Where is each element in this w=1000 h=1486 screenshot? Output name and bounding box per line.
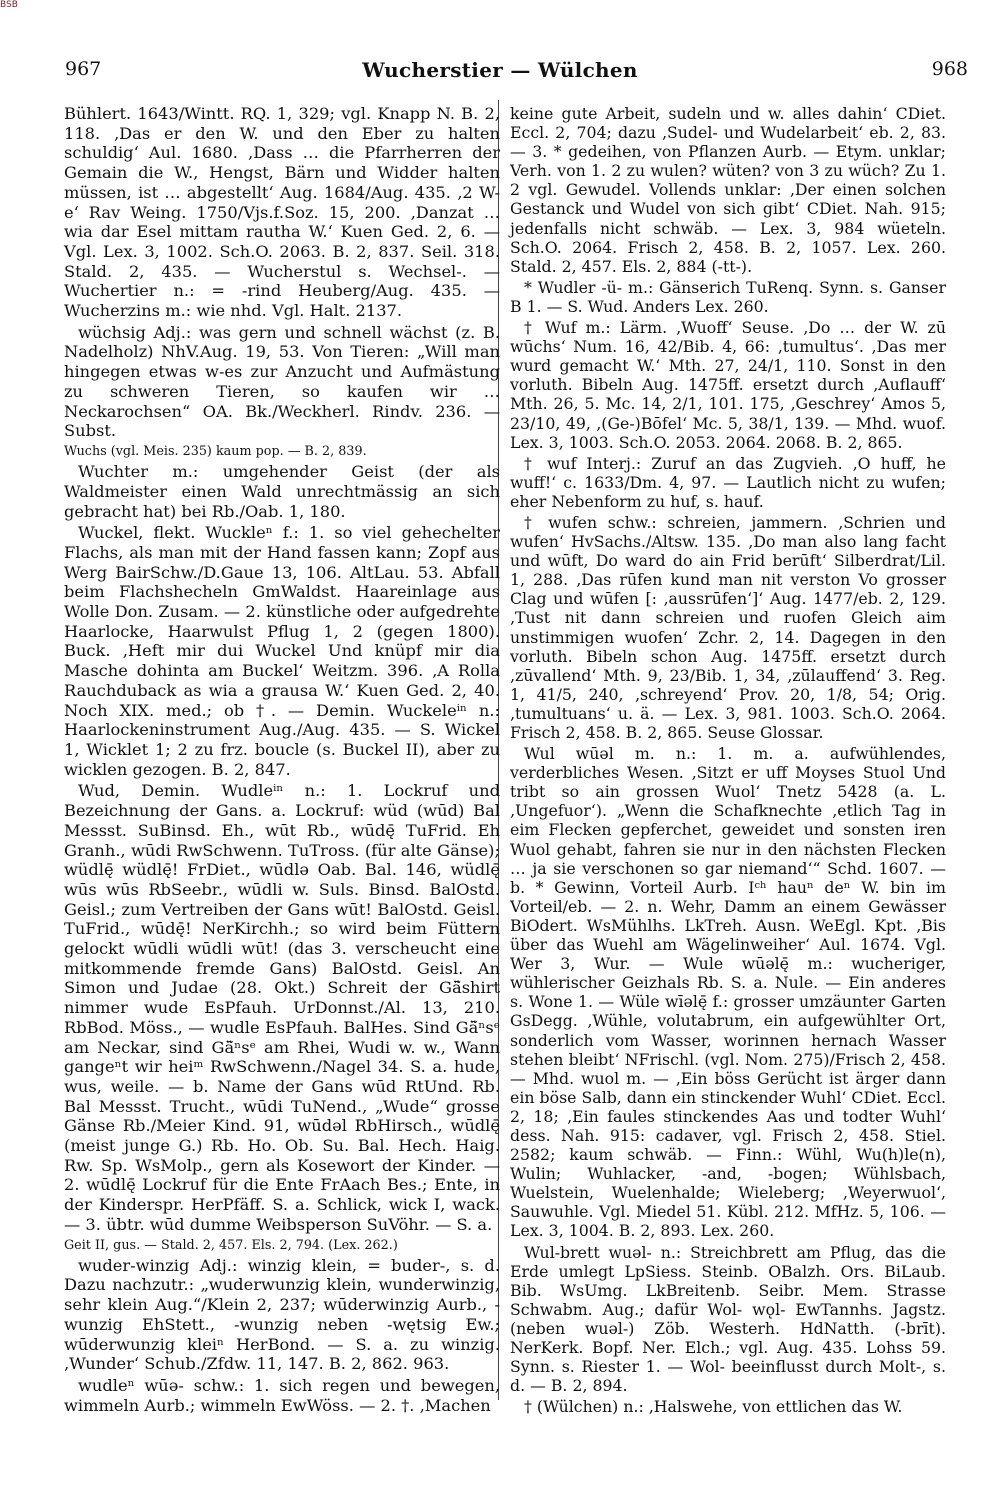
entry-wuder-winzig: wuder-winzig Adj.: winzig klein, = buder-, s. d. Dazu nachzutr.: „wuderwunzig klein, wunderwinzig, sehr klein Aug.“/Klein 2, 237; wūderwinzig Aurb., -wunzig EhStett., -wunzig neben -wętsig Ew.; wūderwunzig kleiⁿ HerBond. — S. a. zu winzig. ‚Wunder‘ Schub./Zfdw. 11, 147. B. 2, 862. 963. [64,1255,500,1374]
entry-wuechsig: wüchsig Adj.: was gern und schnell wächst (z. B. Nadelholz) NhV.Aug. 19, 53. Von Tieren: „Will man hingegen etwas w-es zur Anzucht und Aufmästung zu schweren Tieren, so kaufen wir … Neckarochsen“ OA. Bk./Weckherl. Rindv. 236. — Subst. [64,322,500,441]
entry-wufen: † wufen schw.: schreien, jammern. ‚Schrien und wufen‘ HvSachs./Altsw. 135. ‚Do man also lang facht und wūft, Do ward do ain Frid berūft‘ Silberdrat/Lil. 1, 288. ‚Das rūfen kund man nit verston Vo grosser Clag und wūfen [: ‚aussrūfen‘]‘ Aug. 1477/eb. 2, 129. ‚Tust nit dann schreien und ruofen Gleich aim unstimmigen wuofen‘ Zchr. 2, 14. Dagegen in den vorluth. Bibeln schon Aug. 1475ff. ersetzt durch ‚zūvallend‘ Mth. 9, 23/Bib. 1, 34, ‚zūlauffend‘ 3. Reg. 1, 41/5, 240, ‚schreyend‘ Prov. 20, 1/8, 54; Orig. ‚tumultuans‘ u. ä. — Lex. 3, 981. 1003. Sch.O. 2064. Frisch 2, 458. B. 2, 865. Seuse Glossar. [510,512,946,742]
left-page-number: 967 [65,58,102,80]
entry-wul: Wul wūəl m. n.: 1. m. a. aufwühlendes, verderbliches Wesen. ‚Sitzt er uff Moyses Stuol Und tribt so ain grossen Wuol‘ Tnetz 5428 (a. L. ‚Ungefuor‘). „Wenn die Schafknechte ‚etlich Tag in eim Flecken gepferchet, geweidet und sonsten iren Wuol gehabt, fahren sie nur in den nächsten Flecken … ja sie verschonen so gar niemand‘“ Schd. 1607. — b. * Gewinn, Vorteil Aurb. Iᶜʰ hauⁿ deⁿ W. bin im Vorteil/eb. — 2. n. Wehr, Damm an einem Gewässer BiOdert. WsMühlhs. LkTreh. Ausn. WeEgl. Kpt. ‚Bis über das Wuehl am Wägelinweiher‘ Aul. 1674. Vgl. Wer 3, Wur. — Wule wūəlę̄ m.: wucheriger, wühlerischer Geizhals Rb. S. a. Nule. — Ein anderes s. Wone 1. — Wüle wīəlę̄ f.: grosser umzäunter Garten GsDegg. ‚Wühle, volutabrum, ein aufgewühlter Ort, sonderlich vom Wasser, worinnen hernach Wasser stehen bleibt‘ NFrischl. (vgl. Nom. 275)/Frisch 2, 458. — Mhd. wuol m. — ‚Ein böss Gerücht ist ärger dann ein böse Salb, dann ein stinckender Wuhl‘ CDiet. Eccl. 2, 18; ‚Ein faules stinckendes Aas und todter Wuhl‘ dess. Nah. 915: cadaver, vgl. Frisch 2, 458. Stiel. 2582; kaum schwäb. — Finn.: Wühl, Wu(h)le(n), Wulin; Wuhlacker, -and, -bogen; Wühlsbach, Wuelstein, Wuelenhalde; Wieleberg; ‚Weyerwuol‘, Sauwuhle. Vgl. Miedel 51. Kübl. 212. MfHz. 5, 106. — Lex. 3, 1004. B. 2, 893. Lex. 260. [510,744,946,1241]
right-page-number: 968 [931,58,968,80]
entry-wuf-interj: † wuf Interj.: Zuruf an das Zugvieh. ‚O huff, he wuff!‘ c. 1633/Dm. 4, 97. — Lautlich nicht zu wufen; eher Nebenform zu huf, s. hauf. [510,453,946,511]
entry-wuchter: Wuchter m.: umgehender Geist (der als Waldmeister einen Wald unrechtmässig an sich gebracht hat) bei Rb./Oab. 1, 180. [64,462,500,521]
entry-wudlen: wudleⁿ wūə- schw.: 1. sich regen und bewegen, wimmeln Aurb.; wimmeln EwWöss. — 2. †. ‚Machen [64,1376,500,1415]
entry-wudlen-cont: keine gute Arbeit, sudeln und w. alles dahin‘ CDiet. Eccl. 2, 704; dazu ‚Sudel- und Wudelarbeit‘ eb. 2, 83. — 3. * gedeihen, von Pflanzen Aurb. — Etym. unklar; Verh. von 1. 2 zu wulen? wüten? von 3 zu wüch? Zu 1. 2 vgl. Gewudel. Vollends unklar: ‚Der einen solchen Gestanck und Wudel von sich gibt‘ CDiet. Nah. 915; jedenfalls nicht schwäb. — Lex. 3, 984 wüeteln. Sch.O. 2064. Frisch 2, 458. B. 2, 1057. Lex. 260. Stald. 2, 457. Els. 2, 884 (-tt-). [510,104,946,276]
entry-wuelchen: † (Wülchen) n.: ‚Halswehe, von ettlichen das W. [524,1397,903,1417]
entry-wuechsig-note: Wuchs (vgl. Meis. 235) kaum pop. — B. 2, 839. [64,443,367,459]
running-head: Wucherstier — Wülchen [362,58,638,82]
entry-wucherstier-cont: Bühlert. 1643/Wintt. RQ. 1, 329; vgl. Knapp N. B. 2, 118. ‚Das er den W. und den Eber zu halten schuldig‘ Aul. 1680. ‚Dass … die Pfarrherren der Gemain die W., Hengst, Bärn und Widder halten müssen, ist … abgestellt‘ Aug. 1684/Aug. 435. ‚2 W-e‘ Rav Weing. 1750/Vjs.f.Soz. 15, 200. ‚Danzat … wia dar Esel mittam rautha W.‘ Kuen Ged. 2, 6. — Vgl. Lex. 3, 1002. Sch.O. 2063. B. 2, 837. Seil. 318. Stald. 2, 435. — Wucherstul s. Wechsel-. — Wuchertier n.: = -rind Heuberg/Aug. 435. — Wucherzins m.: wie nhd. Vgl. Halt. 2137. [64,104,500,321]
left-column [64,104,500,1417]
entry-wul-brett: Wul-brett wuəl- n.: Streichbrett am Pflug, das die Erde umlegt LpSiess. Steinb. OBalzh. Ors. BiLaub. Bib. WsUmg. LkBreitenb. Seibr. Mem. Strasse Schwabm. Aug.; dafür Wol- wǫl- EwTannhs. Jagstz. (neben wuəl-) Zöb. Westerh. HdNatth. (-brīt). NerKerk. Bopf. Ner. Elch.; vgl. Aug. 435. Lohss 59. Synn. s. Riester 1. — Wol- beeinflusst durch Molt-, s. d. — B. 2, 894. [510,1242,946,1396]
entry-wud: Wud, Demin. Wudleⁱⁿ n.: 1. Lockruf und Bezeichnung der Gans. a. Lockruf: wüd (wūd) Bal Messst. SuBinsd. Eh., wūt Rb., wūdę̄ TuFrid. Eh Granh., wūdi RwSchwenn. TuTross. (für alte Gänse); wüdlę̄ wüdlę̄! FrDiet., wūdlə Oab. Bal. 146, wüdlę̄ wūs wūs RbSeebr., wūdli w. Suls. Binsd. BalOstd. Geisl.; zum Vertreiben der Gans wūt! BalOstd. Geisl. TuFrid., wūdę̄! NerKirchh.; so wird beim Füttern gelockt wūdli wūdli wūt! (das 3. verscheucht eine mitkommende fremde Gans) BalOstd. Geisl. An Simon und Judae (28. Okt.) Schreit der Gä̃shirt nimmer wude EsPfauh. UrDonnst./Al. 13, 210. RbBod. Möss., — wudle EsPfauh. BalHes. Sind Gä̃ⁿsᵉ am Neckar, sind Gä̃ⁿsᵉ am Rhei, Wudi w. w., Wann gangeⁿt wir heiᵐ RwSchwenn./Nagel 34. S. a. hude, wus, weile. — b. Name der Gans wūd RtUnd. Rb. Bal Messst. Trucht., wūdi TuNend., „Wude“ grosse Gänse Rb./Meier Kind. 91, wūdəl RbHirsch., wūdlę̄ (meist junge G.) Rb. Ho. Ob. Su. Bal. Hech. Haig. Rw. Sp. WsMolp., gern als Kosewort der Kinder. — 2. wūdlę̄ Lockruf für die Ente FrAach Bes.; Ente, in der Kinderspr. HerPfäff. S. a. Schlick, wick I, wack. — 3. übtr. wūd dumme Weibsperson SuVöhr. — S. a. [64,781,500,1234]
entry-wuf-noun: † Wuf m.: Lärm. ‚Wuoff‘ Seuse. ‚Do … der W. zū wūchs‘ Num. 16, 42/Bib. 4, 66: ‚tumultus‘. ‚Das mer wurd gemacht W.‘ Mth. 27, 24/1, 110. Sonst in den vorluth. Bibeln Aug. 1475ff. ersetzt durch ‚Auflauff‘ Mth. 26, 5. Mc. 14, 2/1, 101. 175, ‚Geschrey‘ Amos 5, 23/10, 49, ‚(Ge-)Bōfel‘ Mc. 5, 38/1, 139. — Mhd. wuof. Lex. 3, 1003. Sch.O. 2053. 2064. 2068. B. 2, 865. [510,318,946,452]
entry-wud-note: Geit II, gus. — Stald. 2, 457. Els. 2, 794. (Lex. 262.) [64,1237,398,1253]
right-column [510,104,946,1418]
library-mark: BSB [0,0,18,10]
entry-wudler: * Wudler -ü- m.: Gänserich TuRenq. Synn. s. Ganser B 1. — S. Wud. Anders Lex. 260. [510,277,946,316]
entry-wuckel: Wuckel, flekt. Wuckleⁿ f.: 1. so viel gehechelter Flachs, als man mit der Hand fassen kann; Zopf aus Werg BairSchw./D.Gaue 13, 106. AltLau. 53. Abfall beim Flachshecheln GmWaldst. Haareinlage aus Wolle Don. Zusam. — 2. künstliche oder aufgedrehte Haarlocke, Haarwulst Pflug 1, 2 (gegen 1800). Buck. ‚Heft mir dui Wuckel Und knüpf mir dia Masche dohinta am Buckel‘ Weitzm. 396. ‚A Rolla Rauchduback as wia a grausa W.‘ Kuen Ged. 2, 40. Noch XIX. med.; ob †. — Demin. Wuckeleⁱⁿ n.: Haarlockeninstrument Aug./Aug. 435. — S. Wickel 1, Wicklet 1; 2 zu frz. boucle (s. Buckel II), aber zu wicklen gezogen. B. 2, 847. [64,523,500,779]
